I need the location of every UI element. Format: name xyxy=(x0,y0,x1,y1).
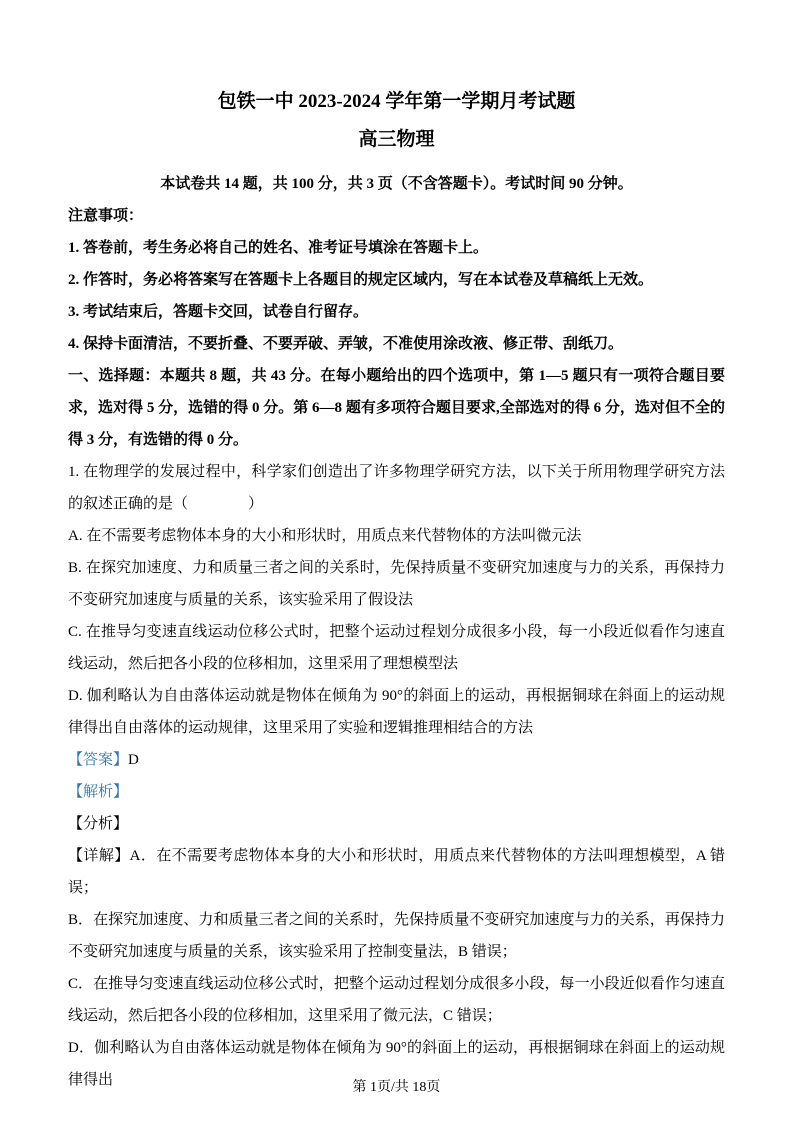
detail-paragraph-a: 【详解】A．在不需要考虑物体本身的大小和形状时，用质点来代替物体的方法叫理想模型，A 错误； xyxy=(68,848,725,896)
section-heading: 一、选择题：本题共 8 题，共 43 分。在每小题给出的四个选项中，第 1—5 题只有一项符合题目要求，选对得 5 分，选错的得 0 分。第 6—8 题有多项符合题目要求,全部选对的得 6 分，选对但不全的得 3 分，有选错的得 0 分。 xyxy=(68,368,725,448)
exam-subtitle: 高三物理 xyxy=(358,129,435,150)
answer-label: 【答案】 xyxy=(68,752,129,768)
detail-paragraph-c: C．在推导匀变速直线运动位移公式时，把整个运动过程划分成很多小段，每一小段近似看作匀速直线运动，然后把各小段的位移相加，这里采用了微元法，C 错误； xyxy=(68,976,725,1024)
answer-value: D xyxy=(128,752,139,768)
detail-paragraph-d: D．伽利略认为自由落体运动就是物体在倾角为 90°的斜面上的运动，再根据铜球在斜面上的运动规律得出 xyxy=(68,1040,725,1088)
notice-item-4: 4. 保持卡面清洁，不要折叠、不要弄破、弄皱，不准使用涂改液、修正带、刮纸刀。 xyxy=(68,336,624,352)
notice-heading: 注意事项： xyxy=(68,208,144,224)
notice-item-1: 1. 答卷前，考生务必将自己的姓名、准考证号填涂在答题卡上。 xyxy=(68,240,489,256)
jiexi-line xyxy=(68,776,725,808)
jiexi-label: 【解析】 xyxy=(68,784,129,800)
question-1-option-a: A. 在不需要考虑物体本身的大小和形状时，用质点来代替物体的方法叫微元法 xyxy=(68,528,582,544)
notice-item-3: 3. 考试结束后，答题卡交回，试卷自行留存。 xyxy=(68,304,369,320)
detail-paragraph-b: B．在探究加速度、力和质量三者之间的关系时，先保持质量不变研究加速度与力的关系，再保持力不变研究加速度与质量的关系，该实验采用了控制变量法，B 错误； xyxy=(68,912,725,960)
notice-item-2: 2. 作答时，务必将答案写在答题卡上各题目的规定区域内，写在本试卷及草稿纸上无效。 xyxy=(68,272,654,288)
question-1-stem: 1. 在物理学的发展过程中，科学家们创造出了许多物理学研究方法，以下关于所用物理学研究方法的叙述正确的是（ ） xyxy=(68,464,725,512)
fenxi-line xyxy=(68,808,725,840)
question-1-option-b: B. 在探究加速度、力和质量三者之间的关系时，先保持质量不变研究加速度与力的关系，再保持力不变研究加速度与质量的关系，该实验采用了假设法 xyxy=(68,560,725,608)
question-1-option-d: D. 伽利略认为自由落体运动就是物体在倾角为 90°的斜面上的运动，再根据铜球在斜面上的运动规律得出自由落体的运动规律，这里采用了实验和逻辑推理相结合的方法 xyxy=(68,688,725,736)
exam-info-line: 本试卷共 14 题，共 100 分，共 3 页（不含答题卡）。考试时间 90 分钟。 xyxy=(160,176,633,192)
page-number-footer: 第 1页/共 18页 xyxy=(352,1080,441,1095)
exam-title: 包铁一中 2023-2024 学年第一学期月考试题 xyxy=(217,91,576,112)
question-1-option-c: C. 在推导匀变速直线运动位移公式时，把整个运动过程划分成很多小段，每一小段近似看作匀速直线运动，然后把各小段的位移相加，这里采用了理想模型法 xyxy=(68,624,725,672)
fenxi-label: 【分析】 xyxy=(68,816,129,832)
answer-line xyxy=(68,744,725,776)
